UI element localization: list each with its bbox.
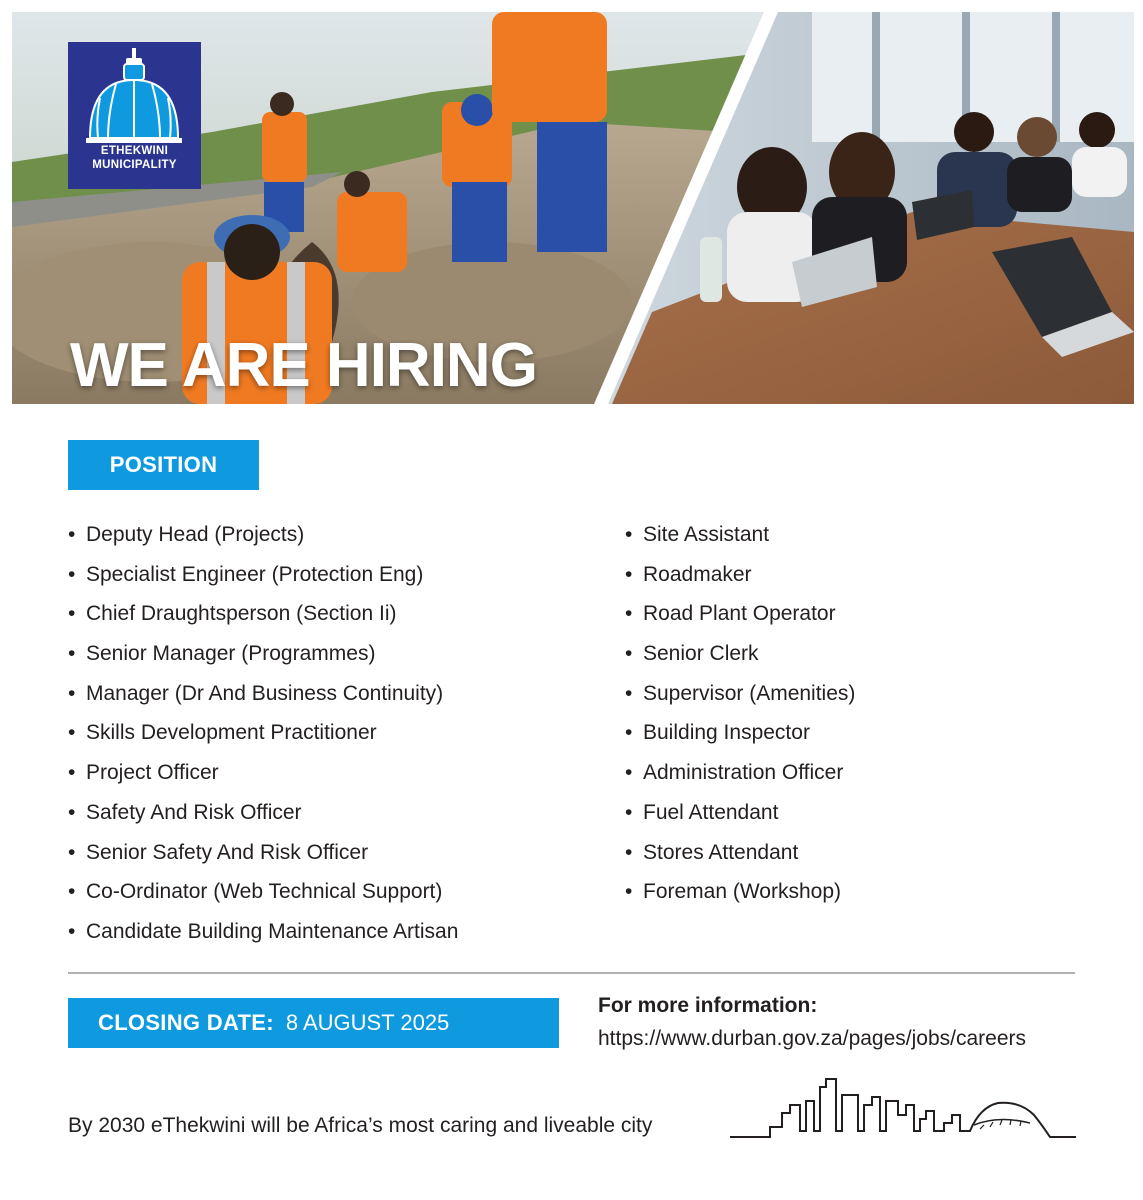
list-item <box>625 634 1065 674</box>
hero-title: WE ARE HIRING <box>70 331 537 400</box>
city-skyline-icon <box>730 1075 1076 1141</box>
list-item <box>68 594 588 634</box>
list-item <box>68 753 588 793</box>
logo-text-line1: ETHEKWINI <box>100 145 169 157</box>
position-section-badge: POSITION <box>68 440 259 490</box>
closing-date-value: 8 AUGUST 2025 <box>285 1010 450 1035</box>
list-item <box>625 674 1065 714</box>
list-item <box>68 515 588 555</box>
position-title: Co-Ordinator (Web Technical Support) <box>86 880 443 904</box>
position-title: Roadmaker <box>643 562 752 586</box>
water-bottle <box>700 237 722 302</box>
position-title: Fuel Attendant <box>643 800 779 824</box>
bullet-icon: • <box>625 642 633 666</box>
position-title: Chief Draughtsperson (Section Ii) <box>86 602 397 626</box>
list-item <box>68 713 588 753</box>
ethekwini-logo <box>68 42 201 189</box>
list-item <box>68 555 588 595</box>
bullet-icon: • <box>68 840 76 864</box>
bullet-icon: • <box>68 761 76 785</box>
bullet-icon: • <box>68 642 76 666</box>
position-title: Skills Development Practitioner <box>86 721 377 745</box>
list-item <box>625 594 1065 634</box>
careers-link[interactable]: https://www.durban.gov.za/pages/jobs/careers <box>598 1027 1027 1050</box>
bullet-icon: • <box>68 919 76 943</box>
list-item <box>625 872 1065 912</box>
bullet-icon: • <box>68 800 76 824</box>
closing-date-banner <box>68 998 559 1048</box>
list-item <box>68 634 588 674</box>
position-title: Senior Manager (Programmes) <box>86 642 376 666</box>
position-title: Site Assistant <box>643 523 770 546</box>
position-title: Safety And Risk Officer <box>86 800 302 824</box>
list-item <box>625 793 1065 833</box>
bullet-icon: • <box>68 681 76 705</box>
logo-text-line2: MUNICIPALITY <box>92 159 177 171</box>
position-title: Candidate Building Maintenance Artisan <box>86 919 459 943</box>
list-item <box>625 833 1065 873</box>
positions-list-right <box>625 515 1065 912</box>
position-title: Road Plant Operator <box>643 602 836 626</box>
list-item <box>68 674 588 714</box>
bullet-icon: • <box>68 562 76 586</box>
bullet-icon: • <box>625 880 633 904</box>
section-divider <box>68 972 1075 974</box>
bullet-icon: • <box>625 562 633 586</box>
position-title: Senior Clerk <box>643 642 759 666</box>
position-title: Project Officer <box>86 761 219 785</box>
bullet-icon: • <box>625 800 633 824</box>
bullet-icon: • <box>625 840 633 864</box>
list-item <box>68 912 588 952</box>
bullet-icon: • <box>68 602 76 626</box>
bullet-icon: • <box>625 721 633 745</box>
position-title: Deputy Head (Projects) <box>86 523 305 546</box>
list-item <box>68 872 588 912</box>
position-title: Specialist Engineer (Protection Eng) <box>86 562 424 586</box>
closing-date-label: CLOSING DATE: <box>98 1010 274 1035</box>
more-info-heading: For more information: <box>598 994 818 1017</box>
bullet-icon: • <box>68 523 76 546</box>
position-title: Senior Safety And Risk Officer <box>86 840 369 864</box>
list-item <box>625 713 1065 753</box>
bullet-icon: • <box>68 721 76 745</box>
bullet-icon: • <box>625 761 633 785</box>
bullet-icon: • <box>625 602 633 626</box>
list-item <box>625 515 1065 555</box>
position-title: Stores Attendant <box>643 840 799 864</box>
position-title: Supervisor (Amenities) <box>643 681 856 705</box>
bullet-icon: • <box>68 880 76 904</box>
hero-banner <box>12 12 1134 404</box>
position-title: Building Inspector <box>643 721 810 745</box>
list-item <box>68 833 588 873</box>
bullet-icon: • <box>625 681 633 705</box>
positions-list-left <box>68 515 588 952</box>
list-item <box>68 793 588 833</box>
position-title: Foreman (Workshop) <box>643 880 842 904</box>
list-item <box>625 555 1065 595</box>
position-title: Administration Officer <box>643 761 844 785</box>
list-item <box>625 753 1065 793</box>
city-vision-tagline: By 2030 eThekwini will be Africa’s most caring and liveable city <box>68 1114 653 1137</box>
position-title: Manager (Dr And Business Continuity) <box>86 681 444 705</box>
bullet-icon: • <box>625 523 633 546</box>
